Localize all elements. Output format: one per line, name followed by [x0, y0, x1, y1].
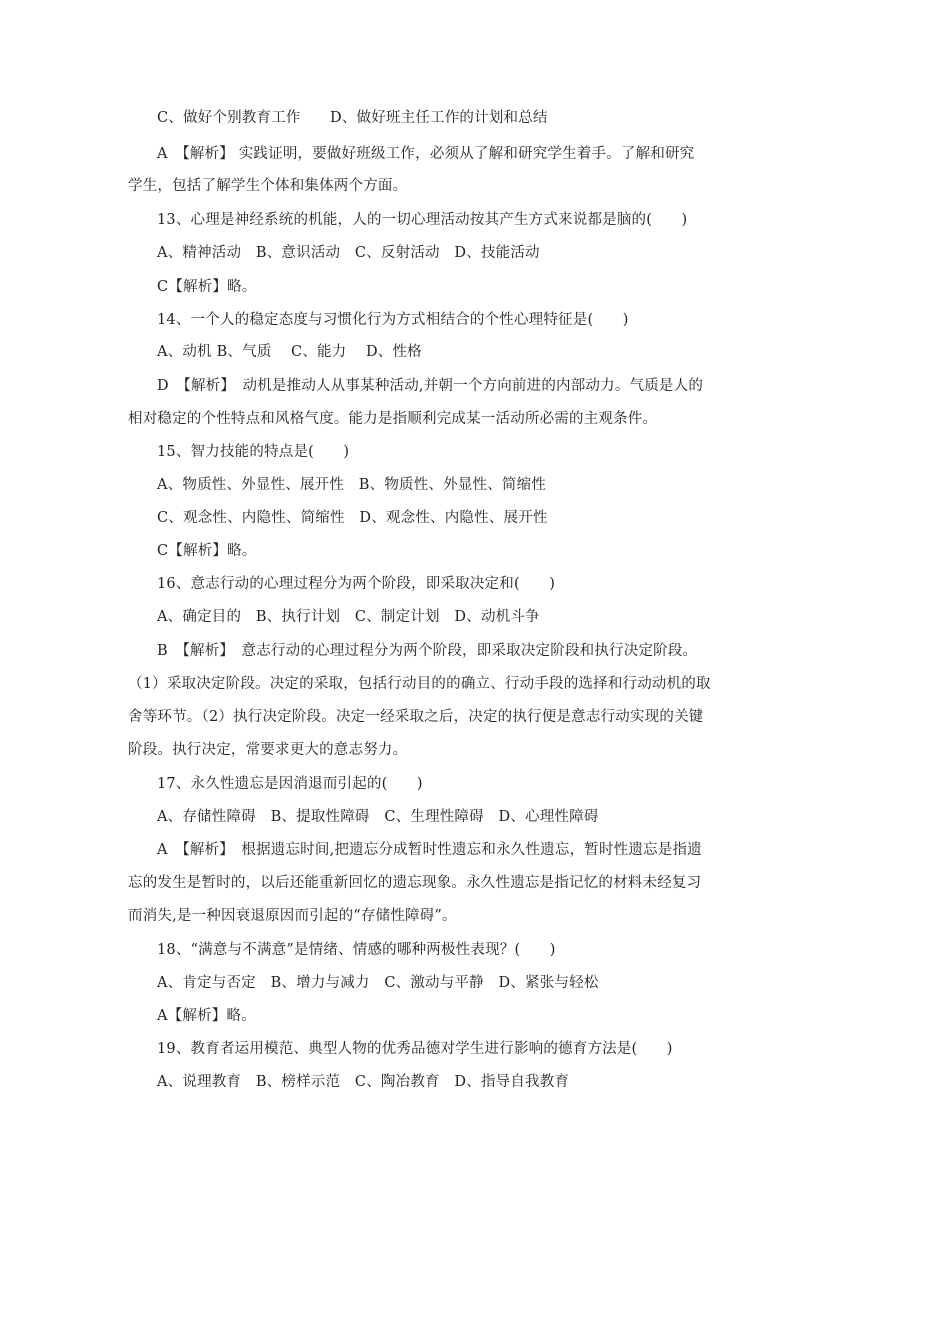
analysis-14-line-2: 相对稳定的个性特点和风格气度。能力是指顺利完成某一活动所必需的主观条件。	[128, 411, 658, 427]
analysis-16-line-2: （1）采取决定阶段。决定的采取，包括行动目的的确立、行动手段的选择和行动动机的取	[128, 676, 711, 692]
analysis-15: C【解析】略。	[157, 543, 257, 559]
analysis-17-line-1: A 【解析】 根据遗忘时间,把遗忘分成暂时性遗忘和永久性遗忘，暂时性遗忘是指遗	[157, 842, 702, 858]
option-line-12: C、做好个别教育工作 D、做好班主任工作的计划和总结	[157, 110, 548, 126]
analysis-18: A【解析】略。	[157, 1008, 256, 1024]
options-14: A、动机 B、气质 C、能力 D、性格	[157, 344, 422, 360]
analysis-16-line-3: 舍等环节。（2）执行决定阶段。决定一经采取之后，决定的执行便是意志行动实现的关键	[128, 709, 704, 725]
question-14: 14、一个人的稳定态度与习惯化行为方式相结合的个性心理特征是( )	[157, 312, 629, 328]
analysis-12-line-1: A 【解析】 实践证明，要做好班级工作，必须从了解和研究学生着手。了解和研究	[157, 146, 695, 162]
analysis-17-line-2: 忘的发生是暂时的，以后还能重新回忆的遗忘现象。永久性遗忘是指记忆的材料未经复习	[128, 875, 702, 891]
analysis-16-line-4: 阶段。执行决定，常要求更大的意志努力。	[128, 742, 408, 758]
options-17: A、存储性障碍 B、提取性障碍 C、生理性障碍 D、心理性障碍	[157, 809, 599, 825]
options-19: A、说理教育 B、榜样示范 C、陶冶教育 D、指导自我教育	[157, 1074, 570, 1090]
analysis-13: C【解析】略。	[157, 279, 257, 295]
options-15-line-2: C、观念性、内隐性、简缩性 D、观念性、内隐性、展开性	[157, 510, 548, 526]
options-16: A、确定目的 B、执行计划 C、制定计划 D、动机斗争	[157, 609, 540, 625]
options-18: A、肯定与否定 B、增力与减力 C、激动与平静 D、紧张与轻松	[157, 975, 599, 991]
options-15-line-1: A、物质性、外显性、展开性 B、物质性、外显性、简缩性	[157, 477, 547, 493]
analysis-14-line-1: D 【解析】 动机是推动人从事某种活动,并朝一个方向前进的内部动力。气质是人的	[157, 378, 704, 394]
question-13: 13、心理是神经系统的机能，人的一切心理活动按其产生方式来说都是脑的( )	[157, 212, 688, 228]
analysis-16-line-1: B 【解析】 意志行动的心理过程分为两个阶段，即采取决定阶段和执行决定阶段。	[157, 643, 698, 659]
question-16: 16、意志行动的心理过程分为两个阶段，即采取决定和( )	[157, 576, 556, 592]
analysis-12-line-2: 学生，包括了解学生个体和集体两个方面。	[128, 178, 408, 194]
analysis-17-line-3: 而消失,是一种因衰退原因而引起的“存储性障碍”。	[128, 908, 457, 924]
question-17: 17、永久性遗忘是因消退而引起的( )	[157, 776, 423, 792]
question-18: 18、“满意与不满意”是情绪、情感的哪种两极性表现？( )	[157, 942, 556, 958]
question-15: 15、智力技能的特点是( )	[157, 444, 350, 460]
options-13: A、精神活动 B、意识活动 C、反射活动 D、技能活动	[157, 245, 540, 261]
question-19: 19、教育者运用模范、典型人物的优秀品德对学生进行影响的德育方法是( )	[157, 1041, 673, 1057]
